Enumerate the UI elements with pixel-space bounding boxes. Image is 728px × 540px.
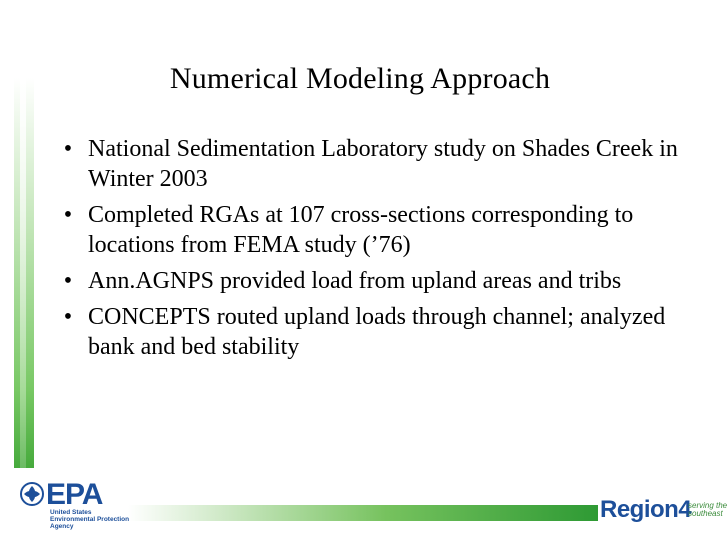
bullet-glyph: •	[63, 268, 73, 294]
region4-logo	[600, 496, 728, 528]
region-word	[600, 496, 691, 524]
bullet-item	[58, 302, 708, 362]
epa-agency-line: Agency	[50, 523, 74, 530]
bullet-item	[58, 134, 708, 194]
bullet-item	[58, 200, 708, 260]
bullet-glyph: •	[63, 304, 73, 330]
epa-agency-line: United States	[50, 509, 92, 516]
bullet-text: CONCEPTS routed upland loads through channel; analyzed bank and bed stability	[88, 304, 666, 360]
region-number: 4	[678, 496, 692, 523]
region-tagline: serving the southeast	[688, 501, 728, 518]
slide-title	[0, 62, 720, 96]
epa-letters: EPA	[46, 478, 103, 511]
bullet-list	[58, 134, 708, 368]
epa-flower-icon	[20, 482, 44, 506]
epa-logo	[20, 478, 140, 536]
bullet-text: Ann.AGNPS provided load from upland areas and tribs	[88, 268, 622, 294]
bullet-text: Completed RGAs at 107 cross-sections corresponding to locations from FEMA study (’76)	[88, 202, 634, 258]
bullet-text: National Sedimentation Laboratory study on Shades Creek in Winter 2003	[88, 136, 678, 192]
epa-agency-line: Environmental Protection	[50, 516, 130, 523]
epa-agency-text	[50, 509, 140, 530]
bullet-glyph: •	[63, 136, 73, 162]
region-label: Region	[600, 496, 679, 523]
bottom-decorative-bar	[128, 505, 598, 521]
slide-title-text: Numerical Modeling Approach	[169, 62, 551, 95]
left-decorative-bar	[14, 78, 34, 468]
bullet-item	[58, 266, 708, 296]
bullet-glyph: •	[63, 202, 73, 228]
